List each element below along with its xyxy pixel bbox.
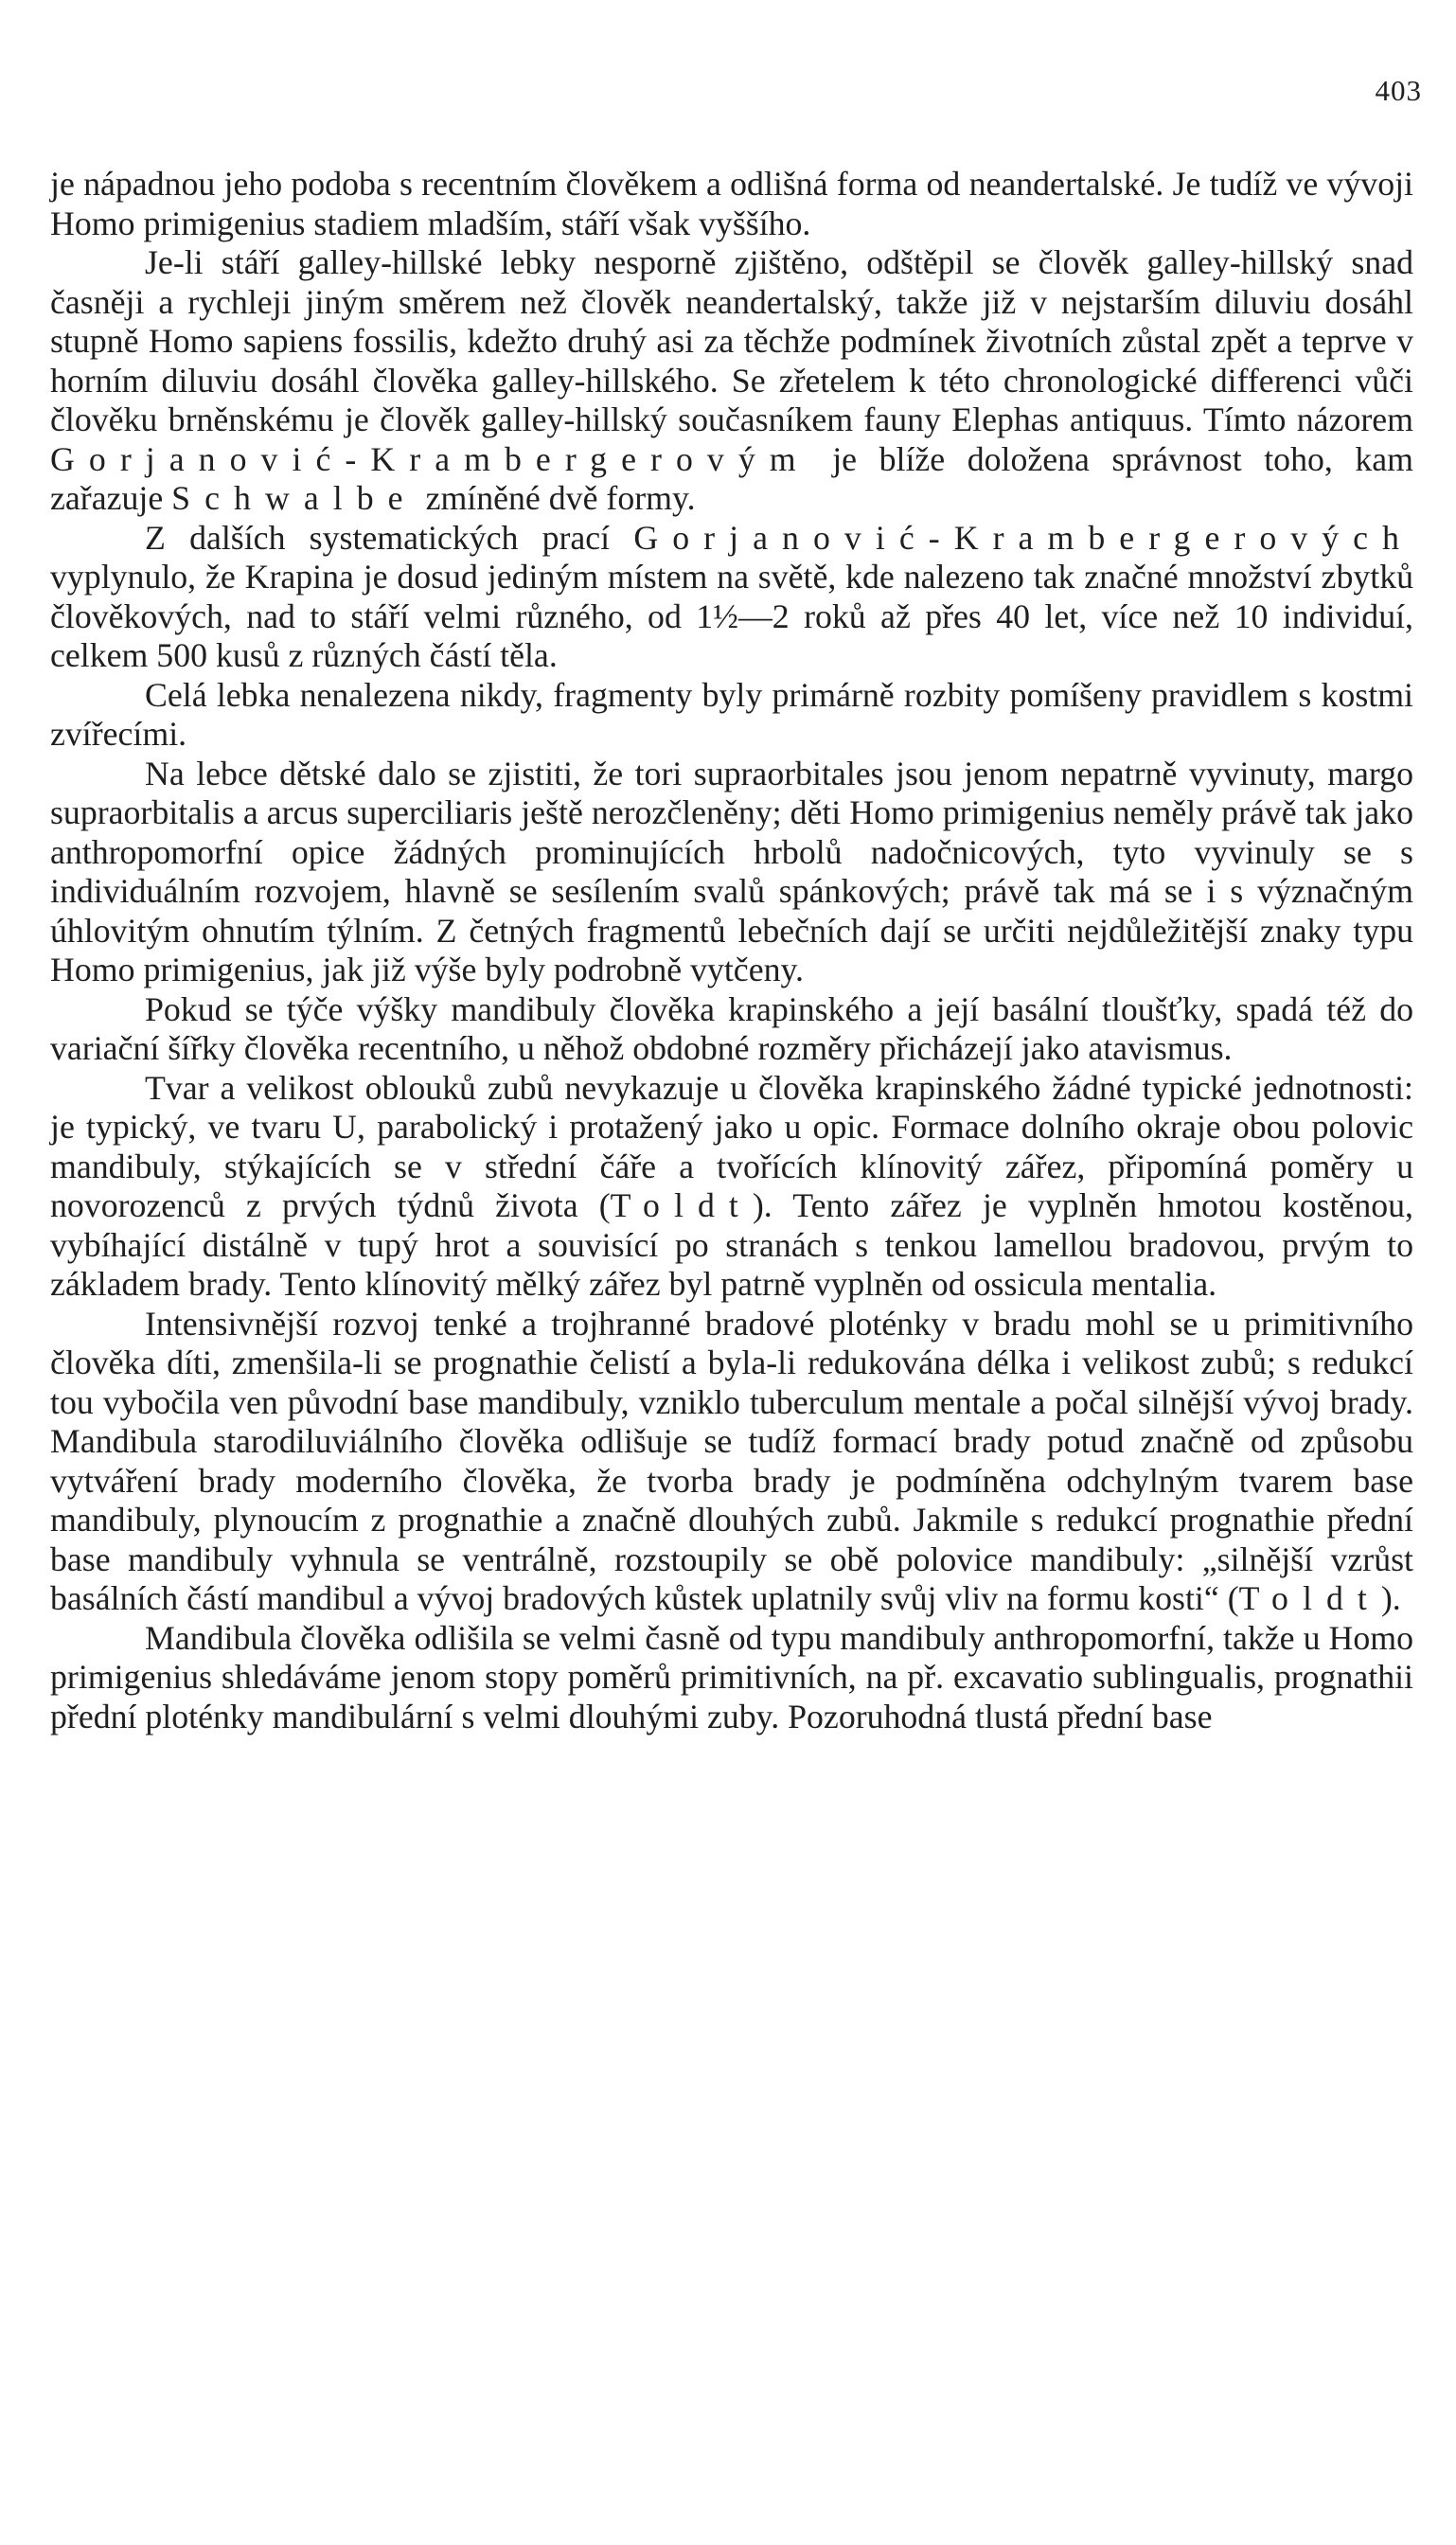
text-run: Tvar a velikost oblouků zubů nevykazuje u člověka krapinského žádné typické jednotnosti: je typický, ve tvaru U, parabolický i protažený jako u opic. Formace dolního okraje obou polovic mandibuly, stýkajících se v střední čáře a tvořících klínovitý zářez, připomíná poměry u novorozenců z prvých týdnů života ( xyxy=(50,1068,1413,1224)
text-run: Na lebce dětské dalo se zjistiti, že tori supraorbitales jsou jenom nepatrně vyvinuty, margo supraorbitalis a arcus superciliaris ještě nerozčleněny; děti Homo primigenius neměly právě tak jako anthropomorfní opice žádných prominujících hrbolů nadočnicových, tyto vyvinuly se s individuálním rozvojem, hlavně se sesílením svalů spánkových; právě tak má se i s význačným úhlovitým ohnutím týlním. Z četných fragmentů lebečních dají se určiti nejdůležitější znaky typu Homo primigenius, jak již výše byly podrobně vytčeny. xyxy=(50,754,1413,988)
spaced-name: Gorjanović-Krambergerových xyxy=(633,518,1413,557)
spaced-name: Schwalbe xyxy=(171,479,417,517)
paragraph xyxy=(50,165,1413,243)
text-run: je blíže doložena správnost toho, kam zařazuje xyxy=(50,439,1413,517)
text-run: ). xyxy=(1380,1579,1401,1617)
paragraph xyxy=(50,1305,1413,1619)
text-run: Mandibula člověka odlišila se velmi časně od typu mandibuly anthropomorfní, takže u Homo primigenius shledáváme jenom stopy poměrů primitivních, na př. excavatio sublingualis, prognathii přední ploténky mandibulární s velmi dlouhými zuby. Pozoruhodná tlustá přední base xyxy=(50,1618,1413,1735)
text-run: Intensivnější rozvoj tenké a trojhranné bradové ploténky v bradu mohl se u primitivního člověka díti, zmenšila-li se prognathie čelistí a byla-li redukována délka i velikost zubů; s redukcí tou vybočila ven původní base mandibuly, vzniklo tuberculum mentale a počal silnější vývoj brady. Mandibula starodiluviálního člověka odlišuje se tudíž formací brady potud značně od způsobu vytváření brady moderního člověka, že tvorba brady je podmíněna odchylným tvarem base mandibuly, plynoucím z prognathie a značně dlouhých zubů. Jakmile s redukcí prognathie přední base mandibuly vyhnula se ventrálně, rozstoupily se obě polovice mandibuly: „silnější vzrůst basálních částí mandibul a vývoj bradových kůstek uplatnily svůj vliv na formu kosti“ ( xyxy=(50,1304,1413,1617)
paragraph xyxy=(50,676,1413,755)
paragraph xyxy=(50,519,1413,676)
paragraph xyxy=(50,243,1413,519)
paragraph xyxy=(50,990,1413,1069)
spaced-name: Toldt xyxy=(1238,1579,1381,1617)
paragraph xyxy=(50,1619,1413,1737)
spaced-name: Toldt xyxy=(610,1186,753,1224)
text-run: Je-li stáří galley-hillské lebky nesporně zjištěno, odštěpil se člověk galley-hillský snad časněji a rychleji jiným směrem než člověk neandertalský, takže již v nejstarším diluviu dosáhl stupně Homo sapiens fossilis, kdežto druhý asi za těchže podmínek životních zůstal zpět a teprve v horním diluviu dosáhl člověka galley-hillského. Se zřetelem k této chronologické differenci vůči člověku brněnskému je člověk galley-hillský současníkem fauny Elephas antiquus. Tímto názorem xyxy=(50,243,1413,438)
body-text xyxy=(50,165,1413,1736)
text-run: je nápadnou jeho podoba s recentním člověkem a odlišná forma od neandertalské. Je tudíž ve vývoji Homo primigenius stadiem mladším, stáří však vyššího. xyxy=(50,165,1413,242)
paragraph xyxy=(50,755,1413,990)
text-run: Z dalších systematických prací xyxy=(145,518,634,557)
spaced-name: Gorjanović-Krambergerovým xyxy=(50,439,810,478)
page-number: 403 xyxy=(1375,74,1422,107)
text-run: zmíněné dvě formy. xyxy=(417,479,696,517)
text-run: vyplynulo, že Krapina je dosud jediným místem na světě, kde nalezeno tak značné množství zbytků člověkových, nad to stáří velmi různého, od 1½—2 roků až přes 40 let, více než 10 individuí, celkem 500 kusů z různých částí těla. xyxy=(50,558,1413,674)
paragraph xyxy=(50,1069,1413,1305)
text-run: Pokud se týče výšky mandibuly člověka krapinského a její basální tloušťky, spadá též do variační šířky člověka recentního, u něhož obdobné rozměry přicházejí jako atavismus. xyxy=(50,989,1413,1067)
text-run: ). Tento zářez je vyplněn hmotou kostěnou, vybíhající distálně v tupý hrot a souvisící po stranách s tenkou lamellou bradovou, prvým to základem brady. Tento klínovitý mělký zářez byl patrně vyplněn od ossicula mentalia. xyxy=(50,1186,1414,1303)
text-run: Celá lebka nenalezena nikdy, fragmenty byly primárně rozbity pomíšeny pravidlem s kostmi zvířecími. xyxy=(50,675,1413,753)
